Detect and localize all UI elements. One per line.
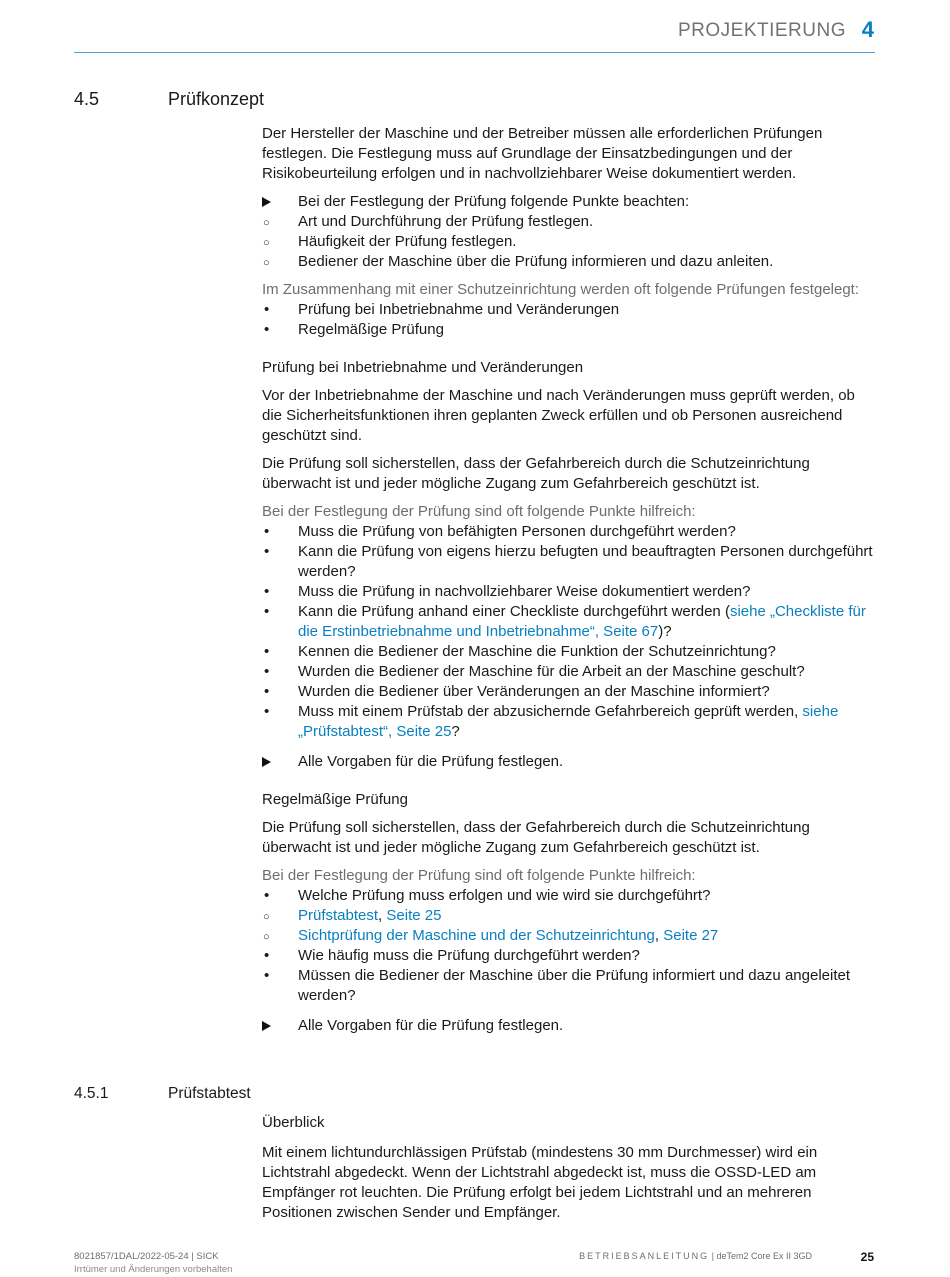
- triangle-arrow-icon: [262, 757, 271, 767]
- subheading-commissioning: Prüfung bei Inbetriebnahme und Veränderungen: [262, 359, 584, 376]
- commissioning-points-label: Bei der Festlegung der Prüfung sind oft folgende Punkte hilfreich:: [262, 503, 696, 520]
- regular-sublist: [262, 906, 874, 946]
- commissioning-paragraph-2: Die Prüfung soll sicherstellen, dass der Gefahrbereich durch die Schutzeinrichtung überwacht ist und jeder mögliche Zugang zum Gefahrbereich geschützt ist.: [262, 455, 810, 492]
- chapter-number: 4: [861, 17, 874, 42]
- list-item-text-end: ?: [451, 723, 460, 740]
- list-item-text: Kann die Prüfung anhand einer Checkliste durchgeführt werden (: [298, 603, 730, 620]
- list-item: • Muss die Prüfung in nachvollziehbarer Weise dokumentiert werden?: [262, 582, 874, 602]
- instruction-step: [262, 1016, 874, 1036]
- list-item: • Prüfung bei Inbetriebnahme und Veränderungen: [262, 300, 874, 320]
- separator: ,: [654, 927, 664, 944]
- visual-check-link[interactable]: Sichtprüfung der Maschine und der Schutzeinrichtung: [298, 927, 655, 944]
- regular-questions: [262, 886, 874, 1006]
- footer-disclaimer: Irrtümer und Änderungen vorbehalten: [74, 1264, 233, 1275]
- subsection-body: [262, 1113, 874, 1231]
- instruction-text: Alle Vorgaben für die Prüfung festlegen.: [298, 753, 564, 770]
- list-item: [262, 906, 874, 926]
- regular-points-label: Bei der Festlegung der Prüfung sind oft folgende Punkte hilfreich:: [262, 867, 696, 884]
- context-list: [262, 300, 874, 340]
- list-item: ○ Art und Durchführung der Prüfung festlegen.: [262, 212, 874, 232]
- footer-doc-info: [579, 1251, 812, 1261]
- list-item: • Kann die Prüfung von eigens hierzu befugten und beauftragten Personen durchgeführt werden?: [262, 542, 874, 582]
- test-rod-test-link[interactable]: Prüfstabtest: [298, 907, 379, 924]
- overview-paragraph: Mit einem lichtundurchlässigen Prüfstab (mindestens 30 mm Durchmesser) wird ein Lichtstrahl abgedeckt. Wenn der Lichtstrahl abgedeckt ist, muss die OSSD-LED am Empfänger rot leuchten. Die Prüfung erfolgt bei jedem Lichtstrahl und an mehreren Positionen zwischen Sender und Empfänger.: [262, 1144, 818, 1221]
- section-number: 4.5: [74, 89, 100, 109]
- triangle-arrow-icon: [262, 197, 271, 207]
- footer-doc-type: BETRIEBSANLEITUNG: [579, 1251, 710, 1261]
- list-item: • Muss die Prüfung von befähigten Personen durchgeführt werden?: [262, 522, 874, 542]
- list-item: [262, 926, 874, 946]
- context-label: Im Zusammenhang mit einer Schutzeinrichtung werden oft folgende Prüfungen festgelegt:: [262, 281, 860, 298]
- section-body: [262, 124, 874, 1044]
- page-number: 25: [860, 1250, 874, 1264]
- separator: ,: [378, 907, 387, 924]
- checklist-link[interactable]: siehe „Checkliste für die Erstinbetriebnahme und Inbetriebnahme“, Seite 67: [298, 603, 866, 640]
- instruction-sublist: [262, 212, 874, 272]
- page-27-link[interactable]: Seite 27: [663, 927, 719, 944]
- subheading-regular: Regelmäßige Prüfung: [262, 791, 408, 808]
- list-item: • Wurden die Bediener der Maschine für die Arbeit an der Maschine geschult?: [262, 662, 874, 682]
- header-rule: [74, 52, 875, 53]
- overview-heading: Überblick: [262, 1114, 325, 1131]
- list-item: [262, 602, 874, 642]
- test-rod-link[interactable]: siehe „Prüfstabtest“, Seite 25: [298, 703, 839, 740]
- intro-paragraph: Der Hersteller der Maschine und der Betreiber müssen alle erforderlichen Prüfungen festlegen. Die Festlegung muss auf Grundlage der Einsatzbedingungen und der Risikobeurteilung erfolgen und in nachvollziehbarer Weise dokumentiert werden.: [262, 125, 823, 182]
- footer-doc-id: 8021857/1DAL/2022-05-24 | SICK: [74, 1251, 219, 1262]
- chapter-title: PROJEKTIERUNG: [677, 20, 846, 41]
- regular-paragraph: Die Prüfung soll sicherstellen, dass der Gefahrbereich durch die Schutzeinrichtung überwacht ist und jeder mögliche Zugang zum Gefahrbereich geschützt ist.: [262, 819, 810, 856]
- list-item: • Müssen die Bediener der Maschine über die Prüfung informiert und dazu angeleitet werden?: [262, 966, 874, 1006]
- instruction-text: Bei der Festlegung der Prüfung folgende Punkte beachten:: [298, 193, 690, 210]
- list-item: [262, 886, 874, 946]
- list-item: ○ Häufigkeit der Prüfung festlegen.: [262, 232, 874, 252]
- list-item: [262, 702, 874, 742]
- commissioning-questions: [262, 522, 874, 742]
- instruction-text: Alle Vorgaben für die Prüfung festlegen.: [298, 1017, 564, 1034]
- list-item: • Wurden die Bediener über Veränderungen an der Maschine informiert?: [262, 682, 874, 702]
- list-item: • Kennen die Bediener der Maschine die Funktion der Schutzeinrichtung?: [262, 642, 874, 662]
- page-25-link[interactable]: Seite 25: [386, 907, 442, 924]
- subsection-number: 4.5.1: [74, 1085, 109, 1102]
- list-item: ○ Bediener der Maschine über die Prüfung informieren und dazu anleiten.: [262, 252, 874, 272]
- instruction-step: [262, 752, 874, 772]
- triangle-arrow-icon: [262, 1021, 271, 1031]
- list-item: • Wie häufig muss die Prüfung durchgeführt werden?: [262, 946, 874, 966]
- footer-separator: |: [709, 1251, 717, 1261]
- list-item-text-end: )?: [658, 623, 672, 640]
- subsection-title: Prüfstabtest: [168, 1085, 251, 1102]
- footer-product: deTem2 Core Ex II 3GD: [716, 1251, 812, 1261]
- list-item-text: Muss mit einem Prüfstab der abzusichernde Gefahrbereich geprüft werden,: [298, 703, 803, 720]
- instruction-step: [262, 192, 874, 272]
- section-title: Prüfkonzept: [168, 89, 265, 109]
- list-item: • Regelmäßige Prüfung: [262, 320, 874, 340]
- commissioning-paragraph-1: Vor der Inbetriebnahme der Maschine und nach Veränderungen muss geprüft werden, ob die Sicherheitsfunktionen ihren geplanten Zweck erfüllen und ob Personen ausreichend geschützt sind.: [262, 387, 855, 444]
- list-item-text: Welche Prüfung muss erfolgen und wie wird sie durchgeführt?: [298, 887, 711, 904]
